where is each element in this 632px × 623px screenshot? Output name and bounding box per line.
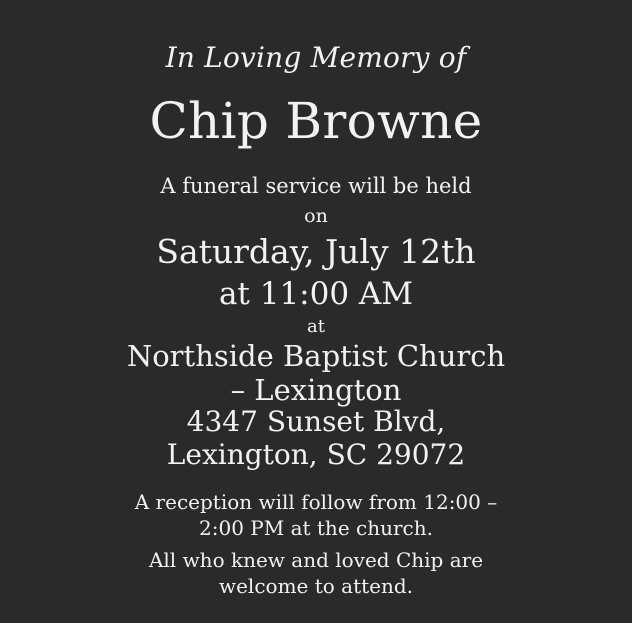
service-announcement-line-1: A funeral service will be held (160, 174, 472, 198)
address-line-2: Lexington, SC 29072 (166, 438, 466, 471)
address-line-1: 4347 Sunset Blvd, (186, 405, 446, 438)
location-name-line-1: Northside Baptist Church (126, 339, 506, 373)
reception-line-2: 2:00 PM at the church. (199, 516, 433, 540)
reception-line-1: A reception will follow from 12:00 – (134, 490, 498, 514)
memorial-intro: In Loving Memory of (165, 41, 467, 74)
deceased-name: Chip Browne (149, 92, 483, 150)
welcome-line-1: All who knew and loved Chip are (148, 548, 484, 572)
location-name-line-2: – Lexington (230, 373, 402, 407)
service-time: at 11:00 AM (218, 276, 414, 312)
welcome-line-2: welcome to attend. (218, 574, 414, 598)
service-date: Saturday, July 12th (156, 232, 476, 271)
location-connector: at (307, 316, 325, 337)
service-announcement-line-2: on (304, 205, 328, 227)
